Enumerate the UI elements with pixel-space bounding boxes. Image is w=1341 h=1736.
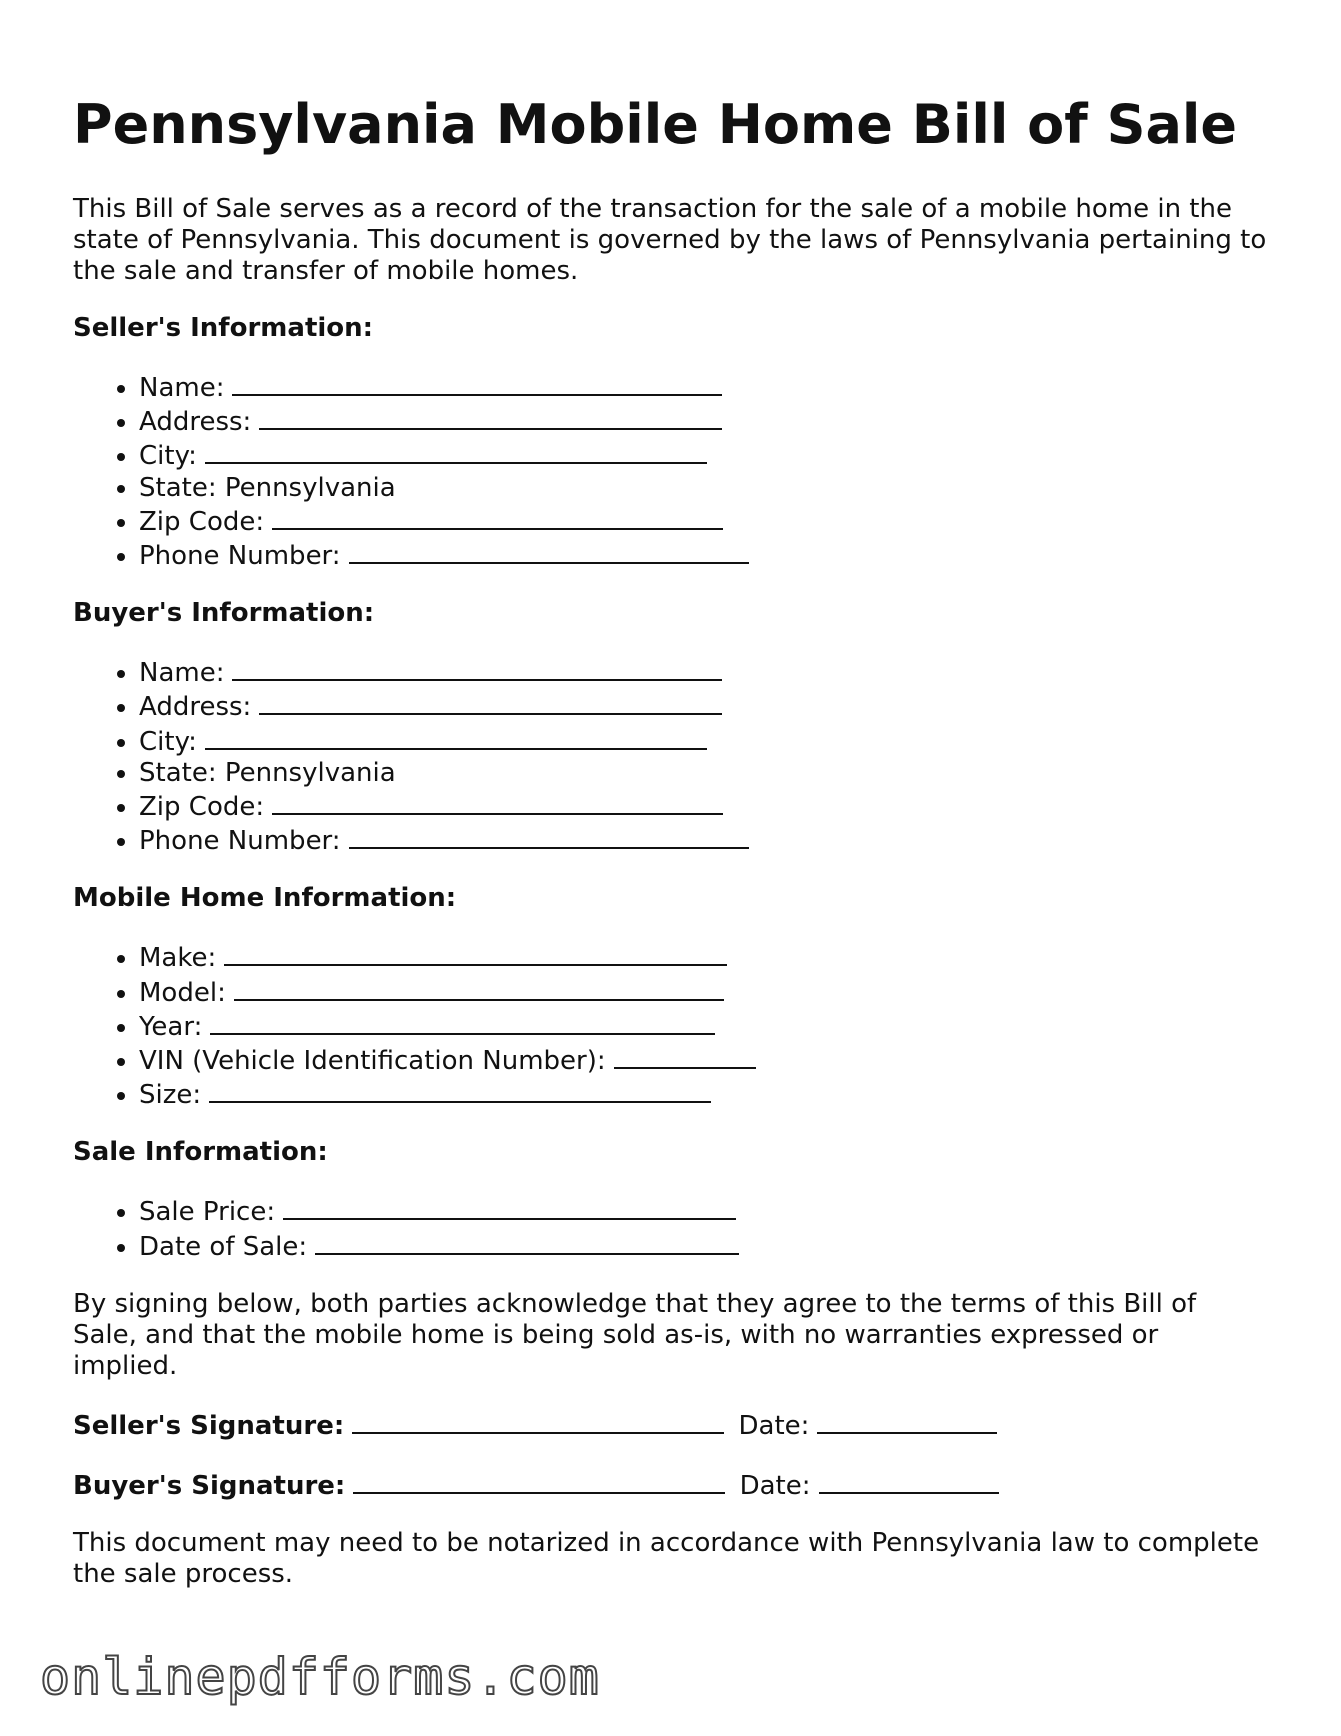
- sale-date-field[interactable]: [315, 1229, 739, 1255]
- list-item: [139, 538, 1273, 572]
- list-item: [139, 940, 1273, 974]
- buyer-signature-label: Buyer's Signature:: [73, 1470, 346, 1501]
- seller-city-label: City:: [139, 441, 197, 472]
- list-item: [139, 655, 1273, 689]
- sale-fields: [73, 1194, 1273, 1262]
- buyer-city-label: City:: [139, 726, 197, 757]
- buyer-date-label: Date:: [739, 1470, 811, 1501]
- home-vin-label: VIN (Vehicle Identification Number):: [139, 1046, 606, 1077]
- seller-signature-row: [73, 1408, 1273, 1442]
- seller-phone-field[interactable]: [349, 538, 749, 564]
- home-model-label: Model:: [139, 977, 226, 1008]
- buyer-zip-field[interactable]: [272, 789, 723, 815]
- buyer-name-label: Name:: [139, 658, 225, 689]
- list-item: [139, 724, 1273, 758]
- sale-heading: Sale Information:: [73, 1137, 328, 1168]
- buyer-city-field[interactable]: [205, 724, 707, 750]
- home-size-label: Size:: [139, 1080, 202, 1111]
- seller-address-field[interactable]: [259, 404, 722, 430]
- list-item: [139, 438, 1273, 472]
- home-model-field[interactable]: [234, 975, 724, 1001]
- seller-date-field[interactable]: [817, 1408, 997, 1434]
- list-item: [139, 404, 1273, 438]
- page-title: Pennsylvania Mobile Home Bill of Sale: [73, 93, 1238, 156]
- list-item: [139, 1077, 1273, 1111]
- list-item: [139, 758, 1273, 789]
- home-make-label: Make:: [139, 943, 217, 974]
- seller-zip-field[interactable]: [272, 504, 723, 530]
- acknowledgement-paragraph: By signing below, both parties acknowledge that they agree to the terms of this Bill of Sale, and that the mobile home is being sold as-is, with no warranties expressed or implied.: [73, 1288, 1197, 1381]
- home-vin-field[interactable]: [614, 1043, 756, 1069]
- list-item: [139, 689, 1273, 723]
- seller-state-label: State: Pennsylvania: [139, 472, 396, 503]
- list-item: [139, 473, 1273, 504]
- seller-signature-label: Seller's Signature:: [73, 1410, 345, 1441]
- home-fields: [73, 940, 1273, 1111]
- buyer-phone-field[interactable]: [349, 823, 749, 849]
- buyer-address-field[interactable]: [259, 689, 722, 715]
- seller-city-field[interactable]: [205, 438, 707, 464]
- home-year-label: Year:: [139, 1011, 203, 1042]
- intro-paragraph: This Bill of Sale serves as a record of the transaction for the sale of a mobile home in the state of Pennsylvania. This document is governed by the laws of Pennsylvania pertaining to the sale and transfer of mobile homes.: [73, 194, 1267, 286]
- sale-price-field[interactable]: [283, 1194, 736, 1220]
- seller-phone-label: Phone Number:: [139, 541, 341, 572]
- home-size-field[interactable]: [209, 1077, 711, 1103]
- list-item: [139, 789, 1273, 823]
- document-page: [73, 88, 1273, 1590]
- buyer-phone-label: Phone Number:: [139, 826, 341, 857]
- seller-name-label: Name:: [139, 373, 225, 403]
- home-make-field[interactable]: [224, 940, 727, 966]
- buyer-signature-row: [73, 1468, 1273, 1502]
- buyer-signature-field[interactable]: [353, 1468, 725, 1494]
- closing-paragraph: This document may need to be notarized in accordance with Pennsylvania law to complete the sale process.: [73, 1527, 1260, 1589]
- buyer-name-field[interactable]: [232, 655, 722, 681]
- list-item: [139, 1194, 1273, 1228]
- buyer-zip-label: Zip Code:: [139, 792, 265, 823]
- buyer-fields: [73, 655, 1273, 857]
- seller-address-label: Address:: [139, 407, 252, 438]
- sale-price-label: Sale Price:: [139, 1197, 276, 1228]
- list-item: [139, 823, 1273, 857]
- seller-name-field[interactable]: [232, 370, 722, 396]
- buyer-address-label: Address:: [139, 692, 252, 723]
- seller-zip-label: Zip Code:: [139, 506, 265, 537]
- seller-heading: Seller's Information:: [73, 313, 374, 343]
- buyer-heading: Buyer's Information:: [73, 598, 375, 629]
- list-item: [139, 975, 1273, 1009]
- buyer-date-field[interactable]: [819, 1468, 999, 1494]
- list-item: [139, 370, 1273, 404]
- sale-date-label: Date of Sale:: [139, 1231, 308, 1262]
- home-year-field[interactable]: [210, 1009, 715, 1035]
- home-heading: Mobile Home Information:: [73, 883, 457, 914]
- seller-date-label: Date:: [738, 1410, 810, 1441]
- seller-signature-field[interactable]: [352, 1408, 724, 1434]
- list-item: [139, 1009, 1273, 1043]
- seller-fields: [73, 370, 1273, 572]
- buyer-state-label: State: Pennsylvania: [139, 757, 396, 788]
- list-item: [139, 1229, 1273, 1263]
- watermark: onlinepdfforms.com: [40, 1648, 600, 1706]
- list-item: [139, 504, 1273, 538]
- list-item: [139, 1043, 1273, 1077]
